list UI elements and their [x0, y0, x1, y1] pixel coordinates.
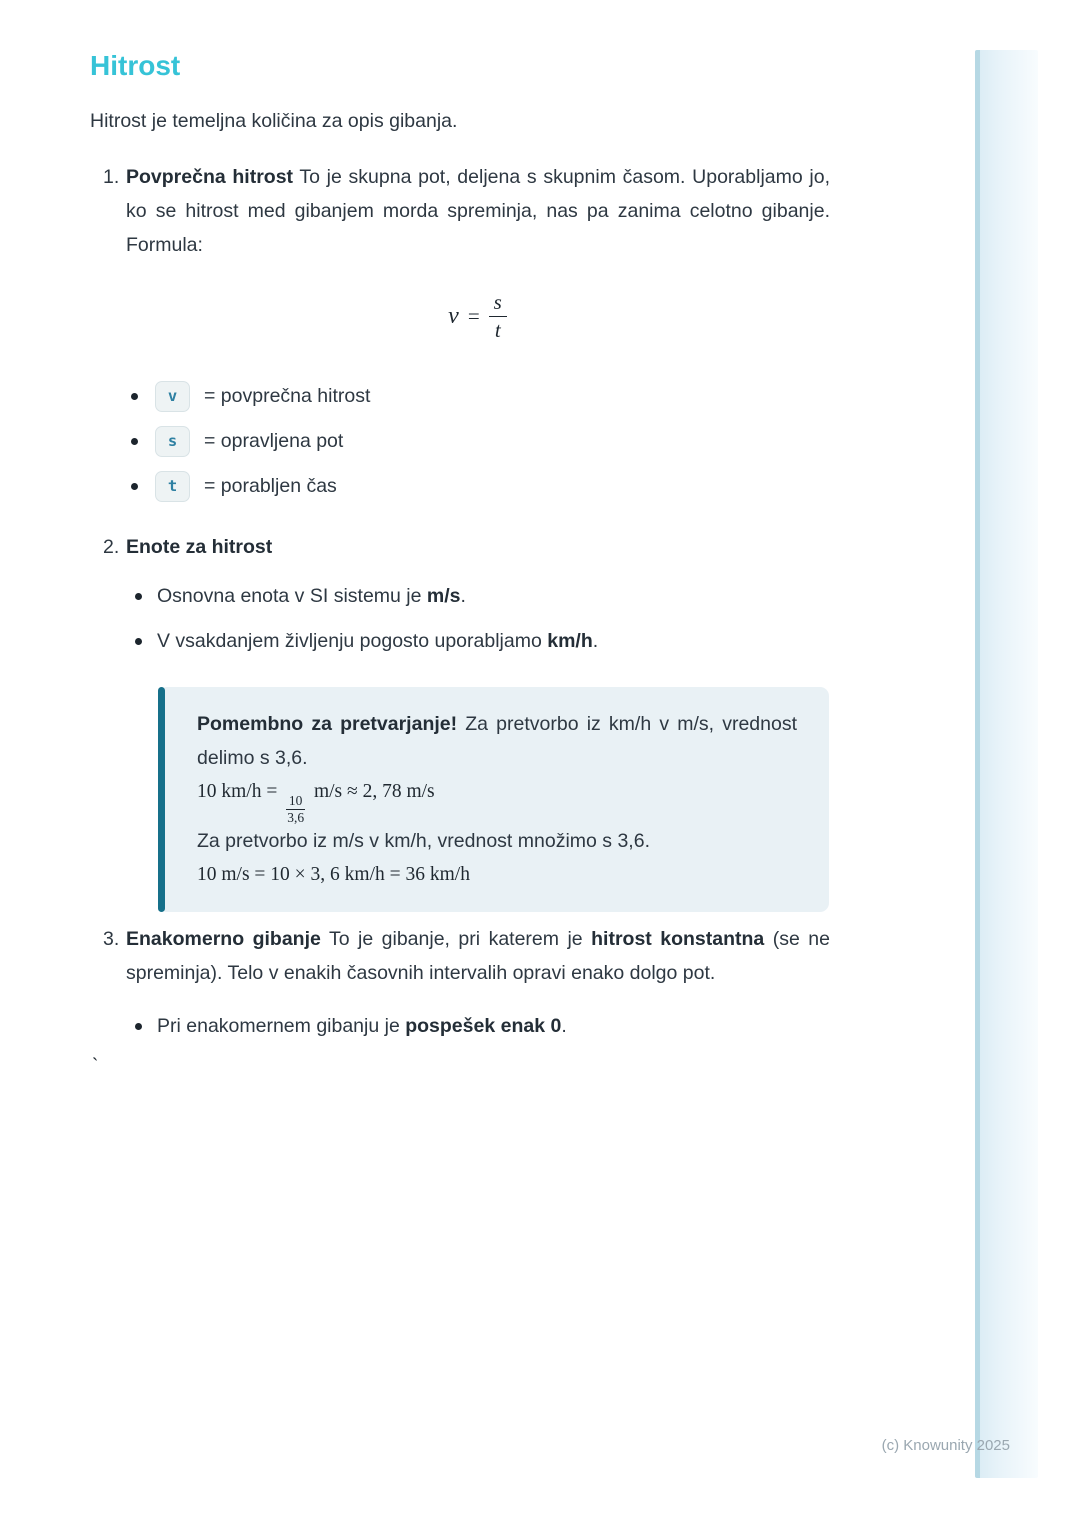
right-margin-stripe — [975, 50, 1038, 1478]
item-3-text-1: To je gibanje, pri katerem je — [320, 928, 592, 950]
callout-text-1: Za pretvorbo iz km/h v m/s, vrednost delimo s 3,6. — [197, 713, 797, 769]
item-1-body — [126, 160, 830, 262]
formula-equals: = — [467, 303, 480, 328]
bullet-si-bold: m/s — [426, 585, 461, 607]
variable-badge-v: v — [155, 381, 190, 412]
bullet-si-post: . — [460, 585, 466, 607]
variable-row-s — [131, 426, 370, 456]
item-2-heading: Enote za hitrost — [126, 536, 273, 558]
bullet-dot-icon — [131, 393, 138, 400]
math-1-pre: 10 km/h = — [197, 781, 283, 802]
bullet-acc-post: . — [561, 1015, 567, 1037]
item-1-number: 1. — [103, 166, 120, 188]
callout-paragraph-1 — [197, 707, 797, 775]
bullet-acceleration-zero — [135, 1014, 567, 1038]
callout-accent-bar — [158, 687, 165, 912]
bullet-dot-icon — [131, 483, 138, 490]
item-3-heading: Enakomerno gibanje — [126, 928, 321, 950]
stray-backtick-char: ` — [92, 1056, 99, 1077]
item-1-text: To je skupna pot, deljena s skupnim časom. Uporabljamo jo, ko se hitrost med gibanjem morda spreminja, nas pa zanima celotno gibanje. Formula: — [126, 166, 830, 256]
math-1-numerator: 10 — [286, 794, 306, 810]
bullet-acc-pre: Pri enakomernem gibanju je — [157, 1015, 406, 1037]
variable-desc-s: = opravljena pot — [204, 429, 344, 452]
variable-badge-t: t — [155, 471, 190, 502]
variable-legend-list — [131, 381, 370, 516]
numbered-item-1 — [103, 160, 830, 262]
important-callout-box — [158, 687, 829, 912]
bullet-dot-icon — [131, 438, 138, 445]
item-3-bold-2: hitrost konstantna — [591, 928, 765, 950]
item-3-bullet-list — [135, 1014, 567, 1059]
bullet-kmh-post: . — [592, 630, 599, 652]
variable-badge-s: s — [155, 426, 190, 457]
bullet-si-pre: Osnovna enota v SI sistemu je — [157, 585, 427, 607]
bullet-si-unit — [135, 584, 598, 608]
variable-row-t — [131, 471, 370, 501]
item-2-body — [126, 530, 830, 564]
copyright-footer: (c) Knowunity 2025 — [881, 1437, 1010, 1454]
variable-row-v — [131, 381, 370, 411]
bullet-dot-icon — [135, 593, 142, 600]
callout-math-1 — [197, 775, 797, 824]
item-3-body — [126, 922, 830, 990]
formula-fraction — [489, 289, 507, 342]
bullet-kmh-pre: V vsakdanjem življenju pogosto uporabljamo — [157, 630, 548, 652]
bullet-dot-icon — [135, 638, 142, 645]
variable-desc-v: = povprečna hitrost — [204, 384, 371, 407]
bullet-acc-bold: pospešek enak 0 — [405, 1015, 562, 1037]
formula-average-speed — [126, 284, 829, 348]
callout-math-2: 10 m/s = 10 × 3, 6 km/h = 36 km/h — [197, 864, 470, 885]
page-title: Hitrost — [90, 50, 181, 81]
variable-desc-t: = porabljen čas — [204, 474, 337, 497]
bullet-kmh-unit — [135, 629, 598, 653]
formula-lhs: v — [448, 302, 459, 329]
numbered-item-3 — [103, 922, 830, 990]
item-3-number: 3. — [103, 928, 120, 950]
bullet-dot-icon — [135, 1023, 142, 1030]
formula-numerator: s — [489, 292, 507, 317]
numbered-item-2 — [103, 530, 830, 564]
math-1-post: m/s ≈ 2, 78 m/s — [309, 781, 435, 802]
callout-paragraph-2: Za pretvorbo iz m/s v km/h, vrednost množimo s 3,6. — [197, 830, 650, 852]
item-2-bullet-list — [135, 584, 598, 674]
item-2-number: 2. — [103, 536, 120, 558]
math-1-denominator: 3,6 — [287, 809, 305, 825]
item-3-text-2: (se ne spreminja). Telo v enakih časovnih intervalih opravi enako dolgo pot. — [126, 928, 830, 984]
intro-paragraph: Hitrost je temeljna količina za opis gibanja. — [90, 110, 458, 132]
item-1-heading: Povprečna hitrost — [126, 166, 294, 188]
callout-content — [158, 687, 829, 912]
callout-bold-lead: Pomembno za pretvarjanje! — [197, 713, 458, 735]
math-1-fraction — [284, 794, 307, 824]
bullet-kmh-bold: km/h — [547, 630, 593, 652]
formula-denominator: t — [494, 317, 501, 342]
